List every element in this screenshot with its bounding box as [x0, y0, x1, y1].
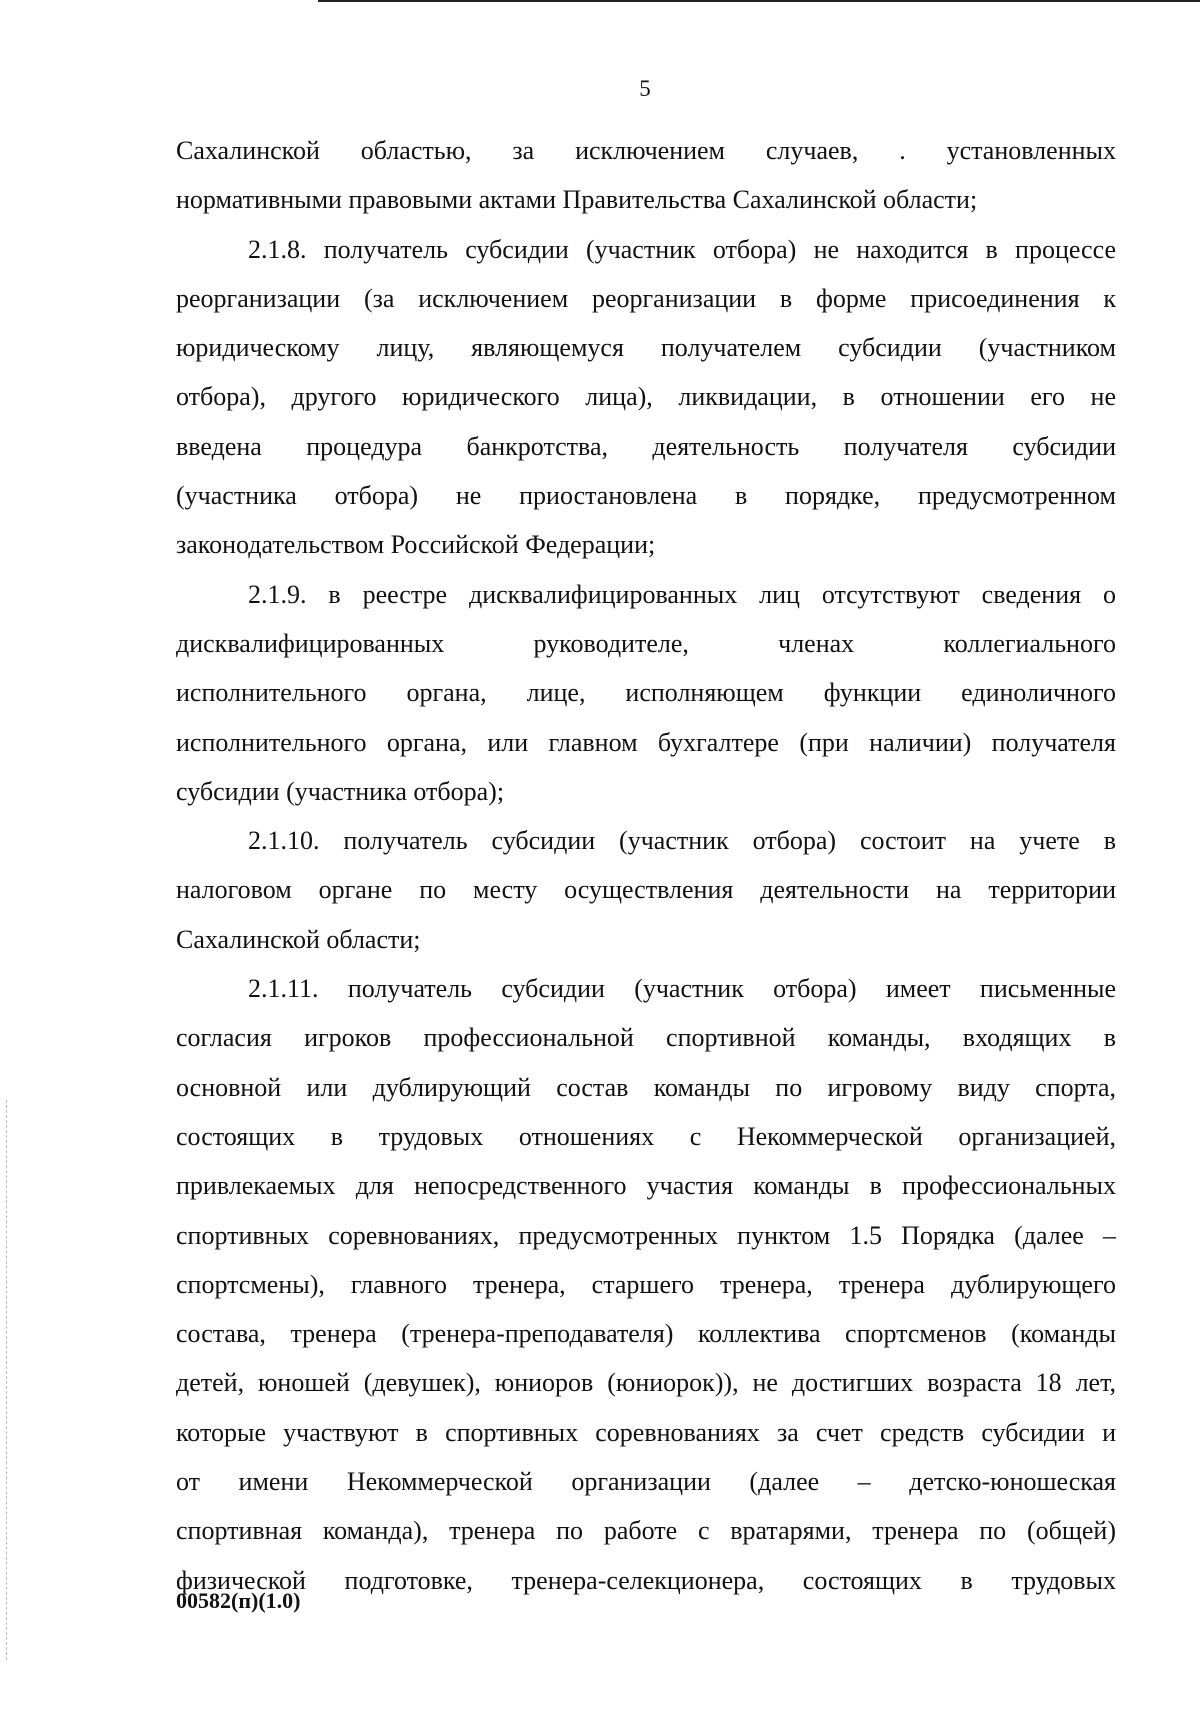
text-line: Сахалинской области; — [176, 924, 421, 954]
text-line: привлекаемых для непосредственного участия команды в профессиональных — [176, 1171, 1116, 1201]
text-line: законодательством Российской Федерации; — [176, 530, 656, 560]
text-line: состоящих в трудовых отношениях с Некоммерческой организацией, — [176, 1121, 1116, 1151]
text-line: спортивных соревнованиях, предусмотренных пунктом 1.5 Порядка (далее – — [176, 1220, 1116, 1250]
text-line: 2.1.11. получатель субсидии (участник отбора) имеет письменные — [248, 974, 1116, 1004]
text-line: 2.1.9. в реестре дисквалифицированных лиц отсутствуют сведения о — [248, 579, 1116, 609]
text-line: основной или дублирующий состав команды по игровому виду спорта, — [176, 1072, 1116, 1102]
text-line: которые участвуют в спортивных соревнованиях за счет средств субсидии и — [176, 1417, 1116, 1447]
text-line: физической подготовке, тренера-селекционера, состоящих в трудовых — [176, 1565, 1116, 1595]
text-line: реорганизации (за исключением реорганизации в форме присоединения к — [176, 283, 1116, 313]
text-line: отбора), другого юридического лица), ликвидации, в отношении его не — [176, 382, 1116, 412]
text-line: дисквалифицированных руководителе, членах коллегиального — [176, 628, 1116, 658]
text-line: от имени Некоммерческой организации (далее – детско-юношеская — [176, 1467, 1116, 1497]
text-line: согласия игроков профессиональной спортивной команды, входящих в — [176, 1023, 1116, 1053]
text-line: Сахалинской областью, за исключением случаев, . установленных — [176, 136, 1116, 165]
text-line: состава, тренера (тренера-преподавателя) коллектива спортсменов (команды — [176, 1319, 1116, 1349]
document-body — [176, 126, 1116, 1605]
text-line: 2.1.10. получатель субсидии (участник отбора) состоит на учете в — [248, 826, 1116, 856]
page-number: 5 — [639, 76, 651, 101]
top-border-line — [318, 0, 1200, 2]
text-line: спортсмены), главного тренера, старшего тренера, тренера дублирующего — [176, 1269, 1116, 1299]
text-line: субсидии (участника отбора); — [176, 776, 505, 806]
document-code: 00582(п)(1.0) — [176, 1588, 301, 1613]
text-line: нормативными правовыми актами Правительства Сахалинской области; — [176, 185, 978, 215]
text-line: исполнительного органа, лице, исполняющем функции единоличного — [176, 678, 1116, 708]
text-line: детей, юношей (девушек), юниоров (юниорок)), не достигших возраста 18 лет, — [176, 1368, 1116, 1398]
scan-edge-marks — [6, 1100, 11, 1660]
text-line: исполнительного органа, или главном бухгалтере (при наличии) получателя — [176, 727, 1116, 757]
text-line: 2.1.8. получатель субсидии (участник отбора) не находится в процессе — [248, 234, 1116, 264]
text-line: (участника отбора) не приостановлена в порядке, предусмотренном — [176, 481, 1116, 511]
text-line: налоговом органе по месту осуществления деятельности на территории — [176, 875, 1116, 905]
text-line: введена процедура банкротства, деятельность получателя субсидии — [176, 431, 1116, 461]
text-line: юридическому лицу, являющемуся получателем субсидии (участником — [176, 333, 1116, 363]
text-line: спортивная команда), тренера по работе с вратарями, тренера по (общей) — [176, 1516, 1116, 1546]
